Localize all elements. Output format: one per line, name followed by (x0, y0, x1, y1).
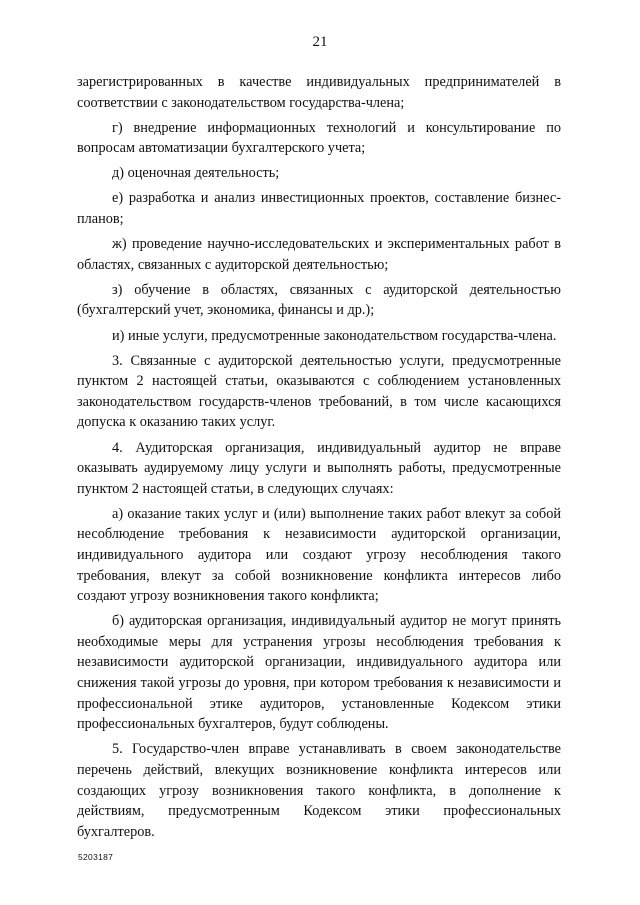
paragraph-clause-4: 4. Аудиторская организация, индивидуальный аудитор не вправе оказывать аудируемому лицу услуги и выполнять работы, предусмотренные пунктом 2 настоящей статьи, в следующих случаях: (77, 439, 561, 497)
paragraph-item-e: е) разработка и анализ инвестиционных проектов, составление бизнес-планов; (77, 190, 561, 228)
paragraph-item-a: а) оказание таких услуг и (или) выполнение таких работ влекут за собой несоблюдение требования к независимости аудиторской организации, индивидуального аудитора или создают угрозу несоблюдения такого требования, влекут за собой возникновение конфликта интересов либо создают угрозу возникновения такого конфликта; (77, 505, 561, 605)
page-number: 21 (312, 34, 328, 50)
paragraph-item-i: и) иные услуги, предусмотренные законодательством государства-члена. (112, 327, 557, 344)
paragraph-item-g: г) внедрение информационных технологий и консультирование по вопросам автоматизации бухгалтерского учета; (77, 119, 561, 157)
paragraph-item-z: з) обучение в областях, связанных с аудиторской деятельностью (бухгалтерский учет, экономика, финансы и др.); (77, 281, 561, 319)
paragraph-item-zh: ж) проведение научно-исследовательских и экспериментальных работ в областях, связанных с аудиторской деятельностью; (77, 236, 561, 273)
paragraph-clause-3: 3. Связанные с аудиторской деятельностью услуги, предусмотренные пунктом 2 настоящей статьи, оказываются с соблюдением установленных законодательством государств-членов требований, в том числе касающихся допуска к оказанию таких услуг. (77, 352, 561, 431)
document-body (77, 72, 561, 847)
paragraph-item-b: б) аудиторская организация, индивидуальный аудитор не могут принять необходимые меры для устранения угрозы несоблюдения требования к независимости аудиторской организации, индивидуального аудитора или снижения такой угрозы до уровня, при котором требования к независимости и профессиональной этике аудиторов, установленные Кодексом этики профессиональных бухгалтеров, будут соблюдены. (77, 613, 561, 733)
document-code: 5203187 (78, 852, 114, 862)
paragraph-item-d: д) оценочная деятельность; (112, 165, 280, 182)
paragraph-clause-5: 5. Государство-член вправе устанавливать в своем законодательстве перечень действий, влекущих возникновение конфликта интересов или создающих угрозу возникновения такого конфликта, в дополнение к действиям, предусмотренным Кодексом этики профессиональных бухгалтеров. (77, 741, 561, 840)
paragraph-continuation: зарегистрированных в качестве индивидуальных предпринимателей в соответствии с законодательством государства-члена; (77, 74, 561, 111)
